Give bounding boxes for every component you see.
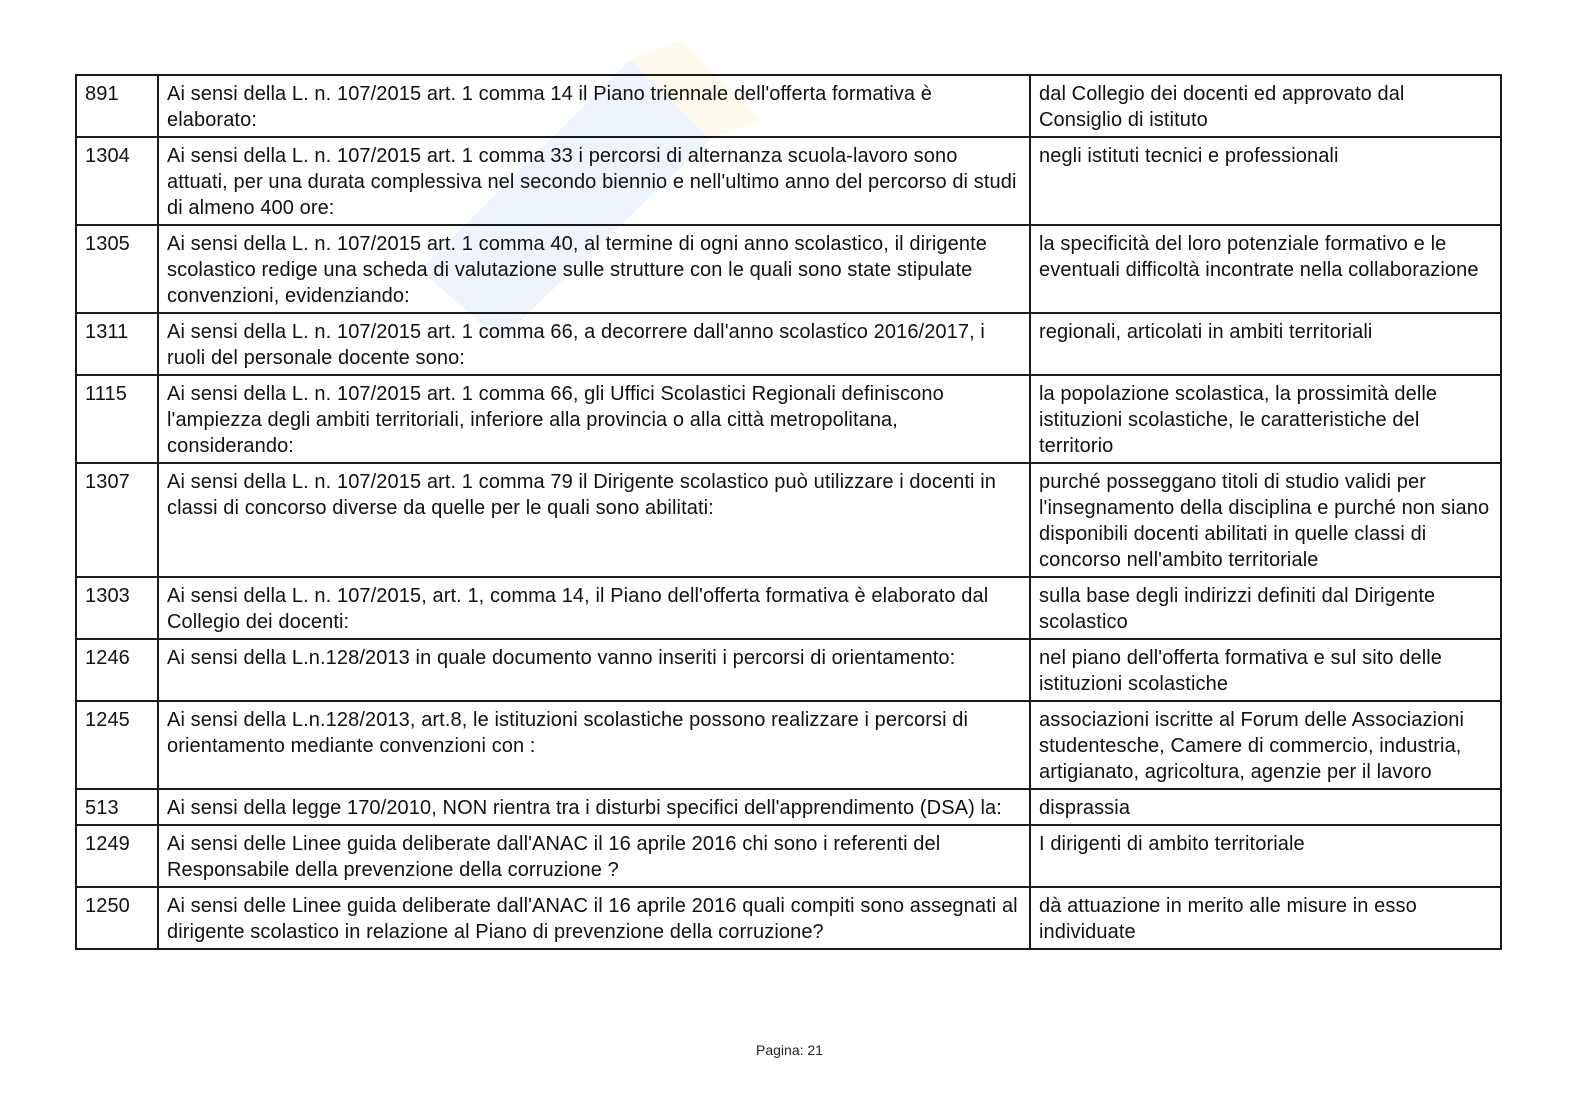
- question-text: Ai sensi della L. n. 107/2015 art. 1 comma 79 il Dirigente scolastico può utilizzare i docenti in classi di concorso diverse da quelle per le quali sono abilitati:: [158, 463, 1030, 577]
- question-id: 1115: [76, 375, 158, 463]
- question-id: 1246: [76, 639, 158, 701]
- answer-text: regionali, articolati in ambiti territoriali: [1030, 313, 1501, 375]
- question-text: Ai sensi della L.n.128/2013 in quale documento vanno inseriti i percorsi di orientamento:: [158, 639, 1030, 701]
- table-row: [76, 225, 1501, 313]
- question-id: 1245: [76, 701, 158, 789]
- table-row: [76, 137, 1501, 225]
- question-text: Ai sensi delle Linee guida deliberate dall'ANAC il 16 aprile 2016 quali compiti sono assegnati al dirigente scolastico in relazione al Piano di prevenzione della corruzione?: [158, 887, 1030, 949]
- question-text: Ai sensi della L.n.128/2013, art.8, le istituzioni scolastiche possono realizzare i percorsi di orientamento mediante convenzioni con :: [158, 701, 1030, 789]
- answer-text: nel piano dell'offerta formativa e sul sito delle istituzioni scolastiche: [1030, 639, 1501, 701]
- table-row: [76, 375, 1501, 463]
- table-row: [76, 825, 1501, 887]
- table-row: [76, 789, 1501, 825]
- question-id: 891: [76, 75, 158, 137]
- question-text: Ai sensi della L. n. 107/2015 art. 1 comma 33 i percorsi di alternanza scuola-lavoro sono attuati, per una durata complessiva nel secondo biennio e nell'ultimo anno del percorso di studi di almeno 400 ore:: [158, 137, 1030, 225]
- page-number: Pagina: 21: [756, 1042, 823, 1058]
- question-id: 1305: [76, 225, 158, 313]
- answer-text: I dirigenti di ambito territoriale: [1030, 825, 1501, 887]
- table-row: [76, 639, 1501, 701]
- table-row: [76, 577, 1501, 639]
- table-row: [76, 887, 1501, 949]
- answer-text: purché posseggano titoli di studio validi per l'insegnamento della disciplina e purché non siano disponibili docenti abilitati in quelle classi di concorso nell'ambito territoriale: [1030, 463, 1501, 577]
- question-text: Ai sensi della L. n. 107/2015 art. 1 comma 40, al termine di ogni anno scolastico, il dirigente scolastico redige una scheda di valutazione sulle strutture con le quali sono state stipulate convenzioni, evidenziando:: [158, 225, 1030, 313]
- question-text: Ai sensi della L. n. 107/2015 art. 1 comma 66, a decorrere dall'anno scolastico 2016/2017, i ruoli del personale docente sono:: [158, 313, 1030, 375]
- question-text: Ai sensi della L. n. 107/2015 art. 1 comma 66, gli Uffici Scolastici Regionali definiscono l'ampiezza degli ambiti territoriali, inferiore alla provincia o alla città metropolitana, considerando:: [158, 375, 1030, 463]
- question-id: 1304: [76, 137, 158, 225]
- questions-table-body: [76, 75, 1501, 949]
- question-text: Ai sensi della L. n. 107/2015 art. 1 comma 14 il Piano triennale dell'offerta formativa è elaborato:: [158, 75, 1030, 137]
- answer-text: dal Collegio dei docenti ed approvato dal Consiglio di istituto: [1030, 75, 1501, 137]
- answer-text: la popolazione scolastica, la prossimità delle istituzioni scolastiche, le caratteristiche del territorio: [1030, 375, 1501, 463]
- question-text: Ai sensi della legge 170/2010, NON rientra tra i disturbi specifici dell'apprendimento (DSA) la:: [158, 789, 1030, 825]
- question-id: 1307: [76, 463, 158, 577]
- table-row: [76, 701, 1501, 789]
- answer-text: la specificità del loro potenziale formativo e le eventuali difficoltà incontrate nella collaborazione: [1030, 225, 1501, 313]
- questions-table: [75, 74, 1502, 950]
- answer-text: associazioni iscritte al Forum delle Associazioni studentesche, Camere di commercio, industria, artigianato, agricoltura, agenzie per il lavoro: [1030, 701, 1501, 789]
- table-row: [76, 463, 1501, 577]
- question-text: Ai sensi delle Linee guida deliberate dall'ANAC il 16 aprile 2016 chi sono i referenti del Responsabile della prevenzione della corruzione ?: [158, 825, 1030, 887]
- answer-text: disprassia: [1030, 789, 1501, 825]
- answer-text: sulla base degli indirizzi definiti dal Dirigente scolastico: [1030, 577, 1501, 639]
- question-id: 513: [76, 789, 158, 825]
- table-row: [76, 75, 1501, 137]
- question-id: 1303: [76, 577, 158, 639]
- answer-text: negli istituti tecnici e professionali: [1030, 137, 1501, 225]
- answer-text: dà attuazione in merito alle misure in esso individuate: [1030, 887, 1501, 949]
- table-row: [76, 313, 1501, 375]
- question-id: 1250: [76, 887, 158, 949]
- question-text: Ai sensi della L. n. 107/2015, art. 1, comma 14, il Piano dell'offerta formativa è elaborato dal Collegio dei docenti:: [158, 577, 1030, 639]
- question-id: 1249: [76, 825, 158, 887]
- question-id: 1311: [76, 313, 158, 375]
